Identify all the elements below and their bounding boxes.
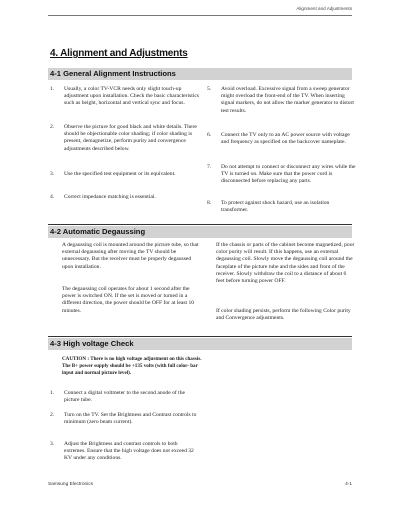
- section-4-3-heading: 4-3 High voltage Check: [48, 338, 352, 350]
- section-4-2-heading: 4-2 Automatic Degaussing: [48, 226, 352, 238]
- manual-page: Alignment and Adjustments 4. Alignment and Adjustments 4-1 General Alignment Instructions 1. Usually, a color TV-VCR needs only slight touch-up adjustment upon installation. Check the basic characteristics such as height, horizontal and vertical sync and focus. 2. Observe the picture for good black and white details. There should be objectionable color shading; if color shading is present, demagnetize, perform purity and convergence adjustments described below. 3. Use the specified test equipment or its equivalent. 4. Correct impedance matching is essential. 5. Avoid overload. Excessive signal from a sweep generator might overload the front-end of the TV. When inserting signal markers, do not allow the marker generator to distort test results. 6. Connect the TV only to an AC power source with voltage and frequency as specified on the backcover nameplate. 7. Do not attempt to connect or disconnect any wires while the TV is turned on. Make sure that the power cord is disconnected before replacing any parts. 8. To protect against shock hazard, use an isolation transformer. 4-2 Automatic Degaussing A degaussing coil is mounted around the picture tube, so that external degaussing after moving the TV should be unnecessary. But the receiver must be properly degaussed upon installation. The degaussing coil operates for about 1 second after the power is switched ON. If the set is moved or turned in a different direction, the power should be OFF for at least 10 minutes. If the chassis or parts of the cabinet become magnetized, poor color purity will result. If this happens, use an external degaussing coil. Slowly move the degaussing coil around the faceplate of the picture tube and the sides and front of the receiver. Slowly withdraw the coil to a distance of about 6 feet before turning power OFF. If color shading persists, perform the following Color purity and Convergence adjustments. 4-3 High voltage Check CAUTION : There is no high voltage adjustment on this chassis. The B+ power supply should be +135 volts (with full color- bar input and normal picture level). 1. Connect a digital voltmeter to the second anode of the picture tube. 2. Turn on the TV. Set the Brightness and Contrast controls to minimum (zero beam current). 3. Adjust the Brightness and contrast controls to both extremes. Ensure that the high voltage does not exceed 32 KV under any conditions. Samsung Electronics 4-1: [48, 6, 356, 487]
- section-4-1-heading: 4-1 General Alignment Instructions: [48, 68, 352, 80]
- chapter-title: 4. Alignment and Adjustments: [50, 48, 188, 59]
- header-rule: [48, 15, 352, 16]
- paragraph: A degaussing coil is mounted around the picture tube, so that external degaussing after moving the TV should be unnecessary. But the receiver must be properly degaussed upon installation.: [62, 242, 199, 270]
- running-head: Alignment and Adjustments: [296, 6, 352, 11]
- caution-note: CAUTION : There is no high voltage adjustment on this chassis. The B+ power supply should be +135 volts (with full color- bar input and normal picture level).: [62, 356, 202, 376]
- page-number: 4-1: [345, 482, 352, 487]
- paragraph: The degaussing coil operates for about 1 second after the power is switched ON. If the set is moved or turned in a different direction, the power should be OFF for at least 10 minutes.: [62, 286, 195, 314]
- footer-publisher: Samsung Electronics: [48, 482, 94, 487]
- section-rule: [48, 336, 352, 337]
- paragraph: If color shading persists, perform the following Color purity and Convergence adjustments.: [216, 308, 351, 322]
- section-rule: [48, 224, 352, 225]
- paragraph: If the chassis or parts of the cabinet become magnetized, poor color purity will result. If this happens, use an external degaussing coil. Slowly move the degaussing coil around the faceplate of the picture tube and the sides and front of the receiver. Slowly withdraw the coil to a distance of about 6 feet before turning power OFF.: [216, 242, 355, 285]
